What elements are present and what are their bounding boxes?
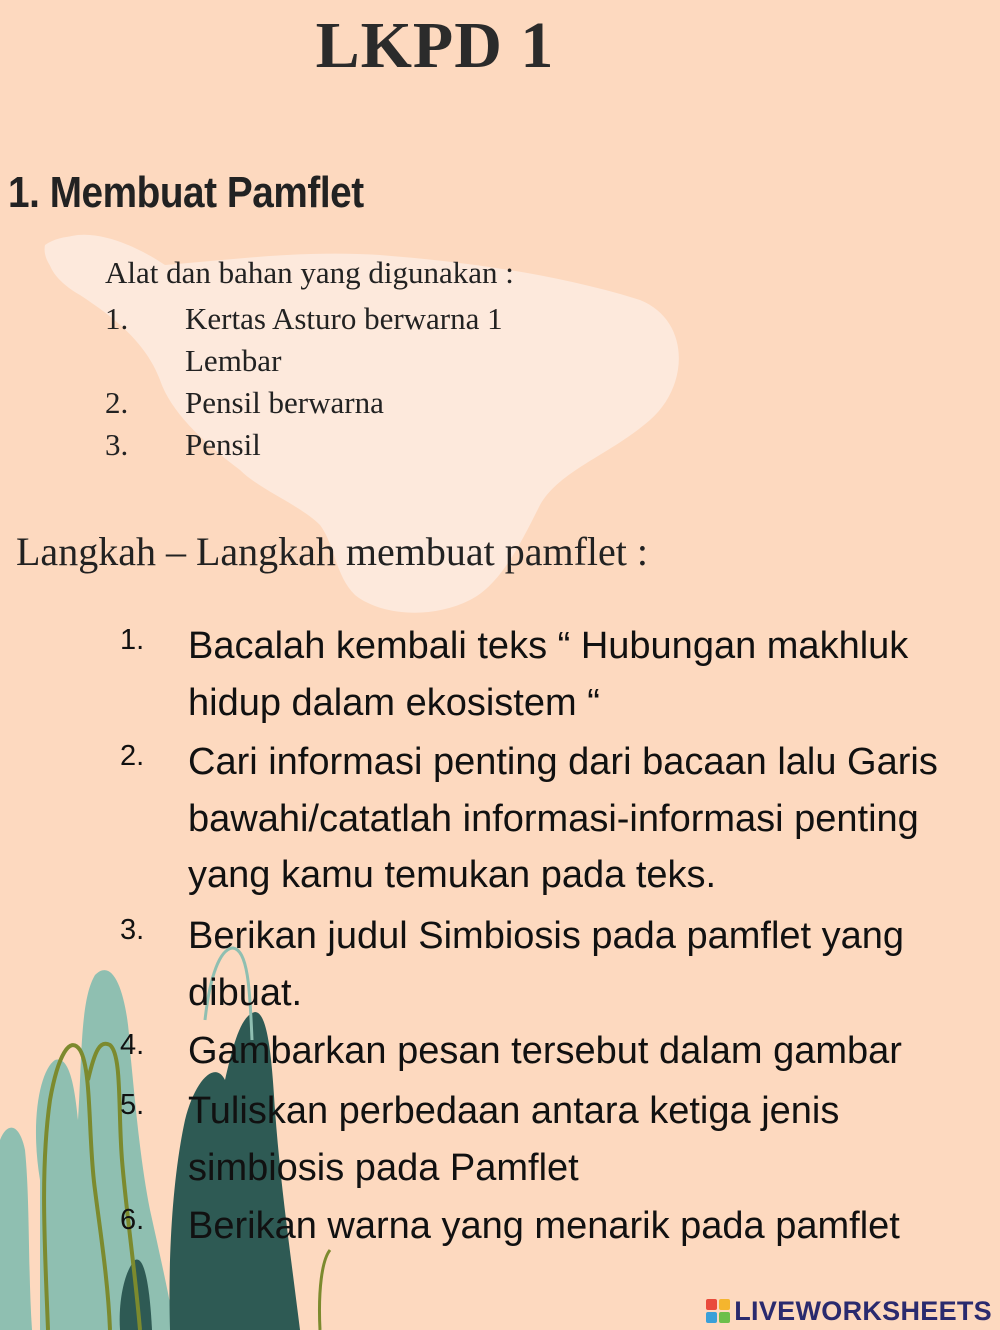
materials-list-item bbox=[105, 382, 605, 424]
brand-text: LIVEWORKSHEETS bbox=[734, 1295, 992, 1326]
step-number: 2. bbox=[120, 740, 145, 772]
liveworksheets-brand[interactable] bbox=[706, 1296, 992, 1326]
list-text: Pensil berwarna bbox=[185, 385, 384, 420]
section-heading: 1. Membuat Pamflet bbox=[8, 168, 364, 217]
stem-line bbox=[319, 1250, 330, 1330]
list-number: 2. bbox=[105, 385, 129, 420]
list-text: Kertas Asturo berwarna 1 Lembar bbox=[185, 301, 503, 378]
step-text: Berikan judul Simbiosis pada pamflet yang dibuat. bbox=[188, 915, 905, 1014]
list-number: 3. bbox=[105, 427, 129, 462]
step-text: Bacalah kembali teks “ Hubungan makhluk hidup dalam ekosistem “ bbox=[188, 625, 909, 724]
step-number: 4. bbox=[120, 1029, 145, 1061]
materials-list-item bbox=[105, 424, 605, 466]
step-text: Gambarkan pesan tersebut dalam gambar bbox=[188, 1030, 902, 1072]
step-number: 1. bbox=[120, 624, 145, 656]
step-text: Berikan warna yang menarik pada pamflet bbox=[188, 1205, 900, 1247]
step-text: Tuliskan perbedaan antara ketiga jenis simbiosis pada Pamflet bbox=[188, 1090, 840, 1189]
step-number: 3. bbox=[120, 914, 145, 946]
materials-intro: Alat dan bahan yang digunakan : bbox=[105, 255, 514, 290]
liveworksheets-logo-icon bbox=[706, 1299, 730, 1323]
leaf-shape bbox=[0, 1128, 32, 1330]
steps-heading: Langkah – Langkah membuat pamflet : bbox=[16, 529, 649, 574]
page-title: LKPD 1 bbox=[315, 9, 555, 82]
list-text: Pensil bbox=[185, 427, 261, 462]
materials-list-item bbox=[105, 298, 605, 382]
step-text: Cari informasi penting dari bacaan lalu Garis bawahi/catatlah informasi-informasi penting yang kamu temukan pada teks. bbox=[188, 741, 938, 896]
step-number: 5. bbox=[120, 1089, 145, 1121]
list-number: 1. bbox=[105, 301, 129, 336]
step-number: 6. bbox=[120, 1204, 145, 1236]
